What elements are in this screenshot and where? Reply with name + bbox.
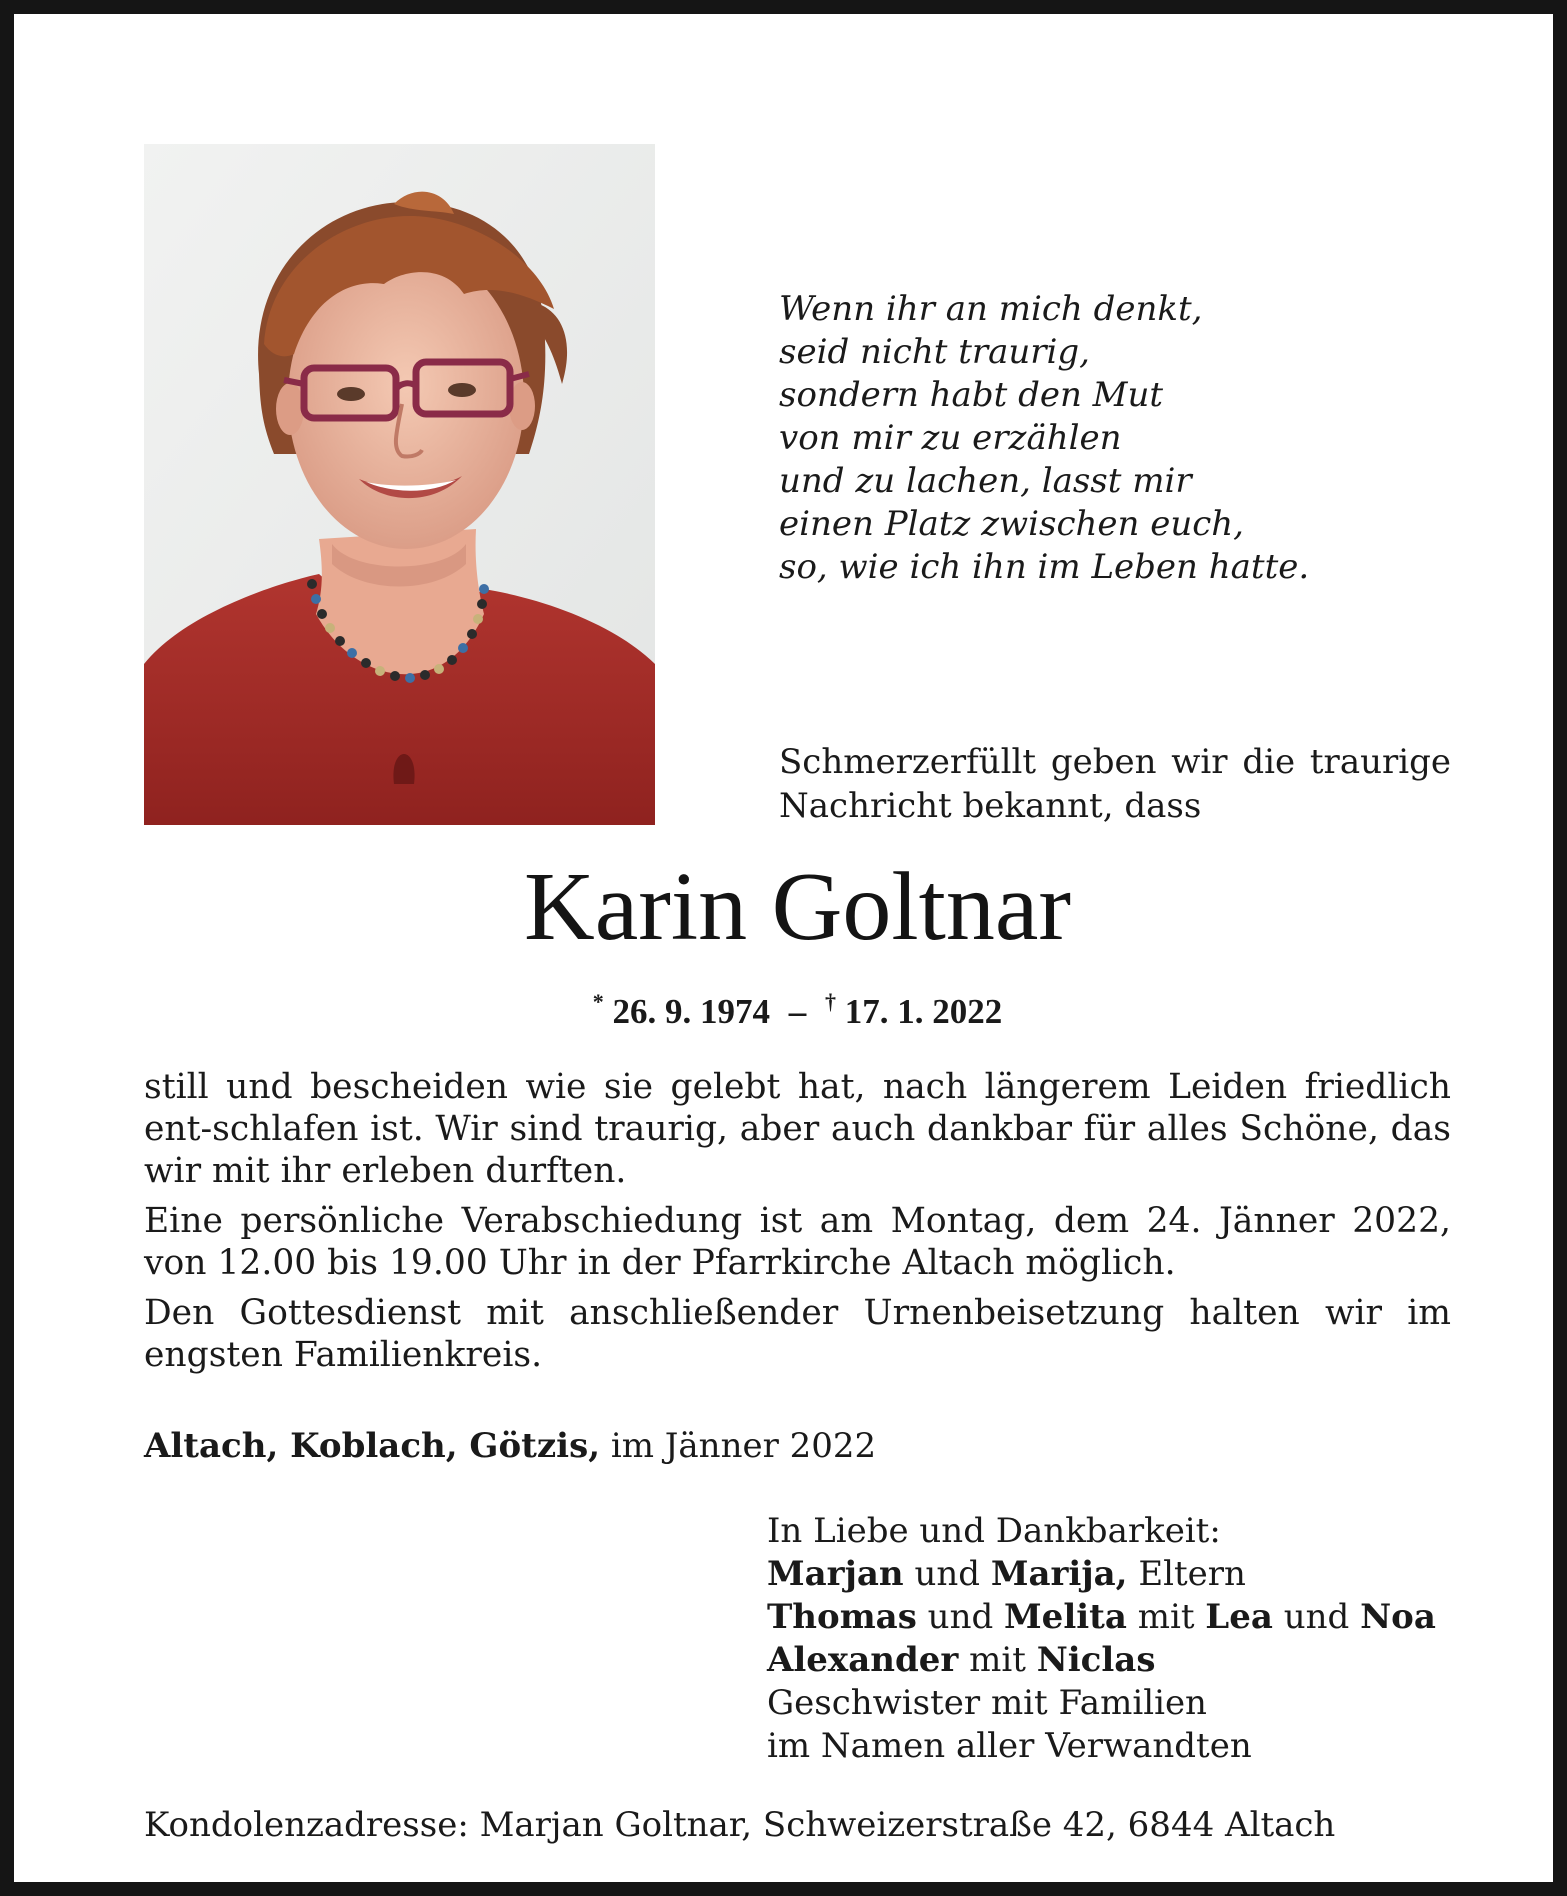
signoff-heading: In Liebe und Dankbarkeit: — [767, 1511, 1221, 1551]
signoff-line: im Namen aller Verwandten — [767, 1726, 1252, 1766]
family-name: Alexander — [767, 1640, 959, 1680]
poem-line: und zu lachen, lasst mir — [779, 461, 1192, 501]
portrait-photo — [144, 144, 655, 825]
connector-text: mit — [969, 1640, 1026, 1680]
role-text: Eltern — [1138, 1554, 1246, 1594]
poem — [779, 288, 1309, 589]
family-name: Marjan — [767, 1554, 904, 1594]
death-symbol: † — [825, 989, 836, 1014]
body-paragraph: Eine persönliche Verabschiedung ist am Montag, dem 24. Jänner 2022, von 12.00 bis 19.00 Uhr in der Pfarrkirche Altach möglich. — [144, 1201, 1451, 1283]
family-name: Noa — [1360, 1597, 1436, 1637]
condolence-address: Kondolenzadresse: Marjan Goltnar, Schweizerstraße 42, 6844 Altach — [144, 1805, 1336, 1845]
place-towns: Altach, Koblach, Götzis, — [144, 1426, 601, 1466]
poem-line: einen Platz zwischen euch, — [779, 504, 1244, 544]
family-name: Thomas — [767, 1597, 917, 1637]
poem-line: so, wie ich ihn im Leben hatte. — [779, 547, 1310, 587]
signoff-line: Geschwister mit Familien — [767, 1683, 1207, 1723]
family-name: Niclas — [1036, 1640, 1156, 1680]
family-name: Marija, — [990, 1554, 1128, 1594]
body-paragraph: Den Gottesdienst mit anschließender Urnenbeisetzung halten wir im engsten Familienkreis. — [144, 1293, 1451, 1375]
signoff-line — [767, 1639, 1436, 1682]
family-name: Melita — [1004, 1597, 1127, 1637]
poem-line: Wenn ihr an mich denkt, — [779, 289, 1203, 329]
poem-line: von mir zu erzählen — [779, 418, 1122, 458]
signoff-line — [767, 1596, 1436, 1639]
poem-line: sondern habt den Mut — [779, 375, 1164, 415]
family-signoff — [767, 1510, 1436, 1768]
poem-line: seid nicht traurig, — [779, 332, 1090, 372]
life-dates — [14, 980, 1567, 1034]
connector-text: und — [1283, 1597, 1350, 1637]
connector-text: und — [927, 1597, 994, 1637]
place-and-date — [144, 1424, 876, 1468]
connector-text: mit — [1137, 1597, 1195, 1637]
family-name: Lea — [1205, 1597, 1273, 1637]
signoff-line — [767, 1553, 1436, 1596]
place-date: im Jänner 2022 — [610, 1426, 877, 1466]
connector-text: und — [914, 1554, 981, 1594]
death-date: 17. 1. 2022 — [844, 992, 1003, 1031]
birth-date: 26. 9. 1974 — [612, 992, 770, 1031]
deceased-name: Karin Goltnar — [524, 853, 1071, 961]
announcement-intro: Schmerzerfüllt geben wir die traurige Nachricht bekannt, dass — [779, 742, 1451, 826]
birth-symbol: * — [592, 989, 604, 1014]
date-separator: – — [788, 992, 807, 1031]
obituary-body — [144, 1066, 1451, 1384]
body-paragraph: still und bescheiden wie sie gelebt hat, nach längerem Leiden friedlich ent-schlafen ist. Wir sind traurig, aber auch dankbar für alles Schöne, das wir mit ihr erleben durften. — [144, 1067, 1451, 1191]
